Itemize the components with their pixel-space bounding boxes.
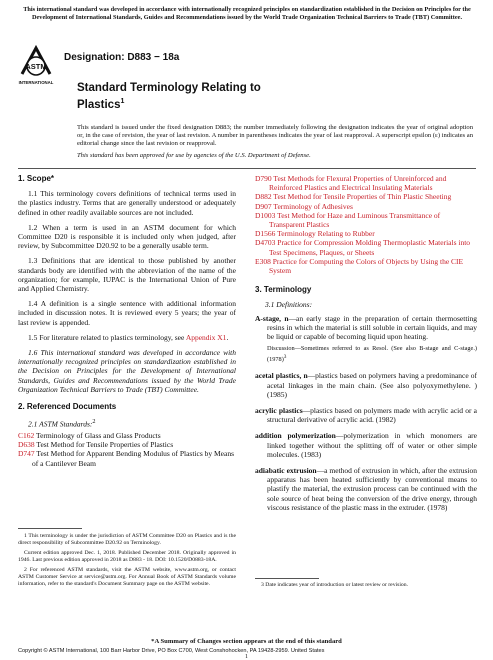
terminology-heading: 3. Terminology [255, 285, 312, 295]
definition-acetal-plastics: acetal plastics, n—plastics based on polymers having a predominance of acetal linkages in the main chain. (See also polyoxymethylene. ) (1985) [255, 371, 477, 399]
ref-link[interactable]: D747 [18, 449, 35, 459]
para-1-6: 1.6 This international standard was developed in accordance with internationally recognized principles on standardization established in the Decision on Principles for the Development of International Standards, Guides and Recommendations issued by the World Trade Organization Technical Barriers to Trade (TBT) Committee. [18, 348, 236, 394]
footnote-1: 1 This terminology is under the jurisdiction of ASTM Committee D20 on Plastics and is the direct responsibility of Subcommittee D20.92 on Terminology. [18, 533, 236, 546]
footnote-3: 3 Date indicates year of introduction or latest review or revision. [261, 582, 409, 588]
left-column [18, 174, 236, 476]
issuance-note: This standard is issued under the fixed designation D883; the number immediately following the designation indicates the year of original adoption or, in the case of revision, the year of last revision. A number in parentheses indicates the year of last reapproval. A superscript epsilon (ε) indicates an editorial change since the last revision or reapproval. [77, 124, 473, 147]
footnote-divider-right [255, 578, 319, 579]
footnotes-left [18, 533, 236, 591]
header-divider [18, 168, 476, 169]
summary-of-changes-note: *A Summary of Changes section appears at the end of this standard [151, 638, 342, 645]
designation: Designation: D883 − 18a [64, 52, 180, 63]
definitions-label: 3.1 Definitions: [265, 300, 313, 310]
ref-list-left [18, 431, 236, 468]
tbt-notice: This international standard was developed in accordance with internationally recognized principles on standardization established in the Decision on Principles for the Development of International Standards, Guides and Recommendations issued by the World Trade Organization Technical Barriers to Trade (TBT) Committee. [23, 6, 471, 21]
ref-link[interactable]: D4703 [255, 238, 276, 248]
definition-adiabatic-extrusion: adiabatic extrusion—a method of extrusion in which, after the extrusion apparatus has been heated sufficiently by conventional means to plastify the material, the extrusion process can be continued with the sole source of heat being the conversion of the drive energy, through viscous resistance of the plastic mass in the extruder. (1978) [255, 465, 477, 512]
scope-heading: 1. Scope* [18, 174, 55, 183]
right-column [255, 174, 477, 519]
svg-text:INTERNATIONAL: INTERNATIONAL [18, 80, 54, 85]
ref-item: D907 Terminology of Adhesives [255, 201, 353, 211]
para-1-1: 1.1 This terminology covers definitions of technical terms used in the plastics industry. Terms that are generally understood or adequately defined in other readily available sources are not included. [18, 189, 236, 217]
ref-link[interactable]: D638 [18, 440, 35, 450]
para-1-2: 1.2 When a term is used in an ASTM document for which Committee D20 is responsible it is included only when judged, after review, by Subcommittee D20.92 to be a generally usable term. [18, 222, 236, 251]
definition-acrylic-plastics: acrylic plastics—plastics based on polymers made with acrylic acid or a structural derivative of acrylic acid. (1982) [255, 405, 477, 425]
copyright-line: Copyright © ASTM International, 100 Barr Harbor Drive, PO Box C700, West Conshohocken, PA 19428-2959. United States [18, 648, 325, 654]
ref-link[interactable]: C162 [18, 430, 35, 440]
ref-link[interactable]: D1566 [255, 229, 276, 239]
footnote-3-ref[interactable]: 3 [283, 354, 287, 361]
ref-link[interactable]: D882 [255, 192, 272, 202]
ref-item: C162 Terminology of Glass and Glass Products [18, 430, 161, 440]
ref-item: D4703 Practice for Compression Molding Thermoplastic Materials into Test Specimens, Plaques, or Sheets [255, 238, 471, 257]
ref-item: D790 Test Methods for Flexural Properties of Unreinforced and Reinforced Plastics and Electrical Insulating Materials [255, 174, 447, 193]
definition-a-stage: A-stage, n—an early stage in the preparation of certain thermosetting resins in which the material is still soluble in certain liquids, and may be liquid or capable of becoming liquid upon heating. [255, 313, 477, 342]
ref-link[interactable]: D907 [255, 201, 272, 211]
ref-link[interactable]: D790 [255, 174, 272, 183]
footnote-2-ref[interactable]: 2 [92, 418, 96, 426]
svg-text:ASTM: ASTM [25, 62, 47, 71]
page-number: 1 [245, 654, 248, 660]
para-1-3: 1.3 Definitions that are identical to those published by another standards body are identified with the abbreviation of the name of the organization; for example, IUPAC is the International Union of Pure and Applied Chemistry. [18, 256, 236, 294]
ref-item: D1003 Test Method for Haze and Luminous Transmittance of Transparent Plastics [255, 210, 441, 230]
footnote-divider-left [18, 528, 82, 529]
title-line-2: Plastics$^1$ [77, 98, 125, 111]
ref-item: D638 Test Method for Tensile Properties of Plastics [18, 440, 174, 450]
appendix-x1-link[interactable]: Appendix X1 [185, 332, 227, 342]
discussion-a-stage: Discussion—Sometimes referred to as Resol. (See also B-stage and C-stage.) $(1978)^3$ [267, 345, 477, 364]
title-footnote-ref[interactable]: 1 [120, 98, 125, 105]
footnote-2: 2 For referenced ASTM standards, visit the ASTM website, www.astm.org, or contact ASTM Customer Service at service@astm.org. For Annual Book of ASTM Standards volume information, refer to the standard's Document Summary page on the ASTM website. [18, 567, 236, 587]
footnotes-right [255, 582, 477, 592]
ref-item: D1566 Terminology Relating to Rubber [255, 229, 375, 239]
para-1-5: 1.5 For literature related to plastics terminology, see Appendix X1. [28, 332, 229, 342]
ref-item: E308 Practice for Computing the Colors of Objects by Using the CIE System [255, 256, 464, 276]
astm-logo [18, 44, 54, 88]
ref-list-right [255, 174, 477, 275]
dod-approval-note: This standard has been approved for use by agencies of the U.S. Department of Defense. [77, 152, 311, 159]
referenced-documents-heading: 2. Referenced Documents [18, 402, 117, 412]
ref-item: D747 Test Method for Apparent Bending Modulus of Plastics by Means of a Cantilever Beam [18, 449, 234, 468]
para-1-4: 1.4 A definition is a single sentence with additional information included in discussion notes. It is reviewed every 5 years; the year of last review is appended. [18, 299, 236, 327]
document-title [77, 82, 337, 112]
footnote-1-edition: Current edition approved Dec. 1, 2018. Published December 2018. Originally approved in 1946. Last previous edition approved in 2018 as D883 - 18. DOI: 10.1520/D0883-18A. [18, 550, 236, 563]
ref-link[interactable]: D1003 [255, 210, 276, 220]
definition-addition-polymerization: addition polymerization—polymerization in which monomers are linked together without the splitting off of water or other simple molecules. (1983) [255, 431, 477, 459]
astm-standards-label: 2.1 ASTM Standards:$^2$ [28, 418, 96, 429]
ref-link[interactable]: E308 [255, 256, 271, 266]
title-line-1: Standard Terminology Relating to [77, 82, 261, 94]
ref-item: D882 Test Method for Tensile Properties of Thin Plastic Sheeting [255, 192, 452, 202]
